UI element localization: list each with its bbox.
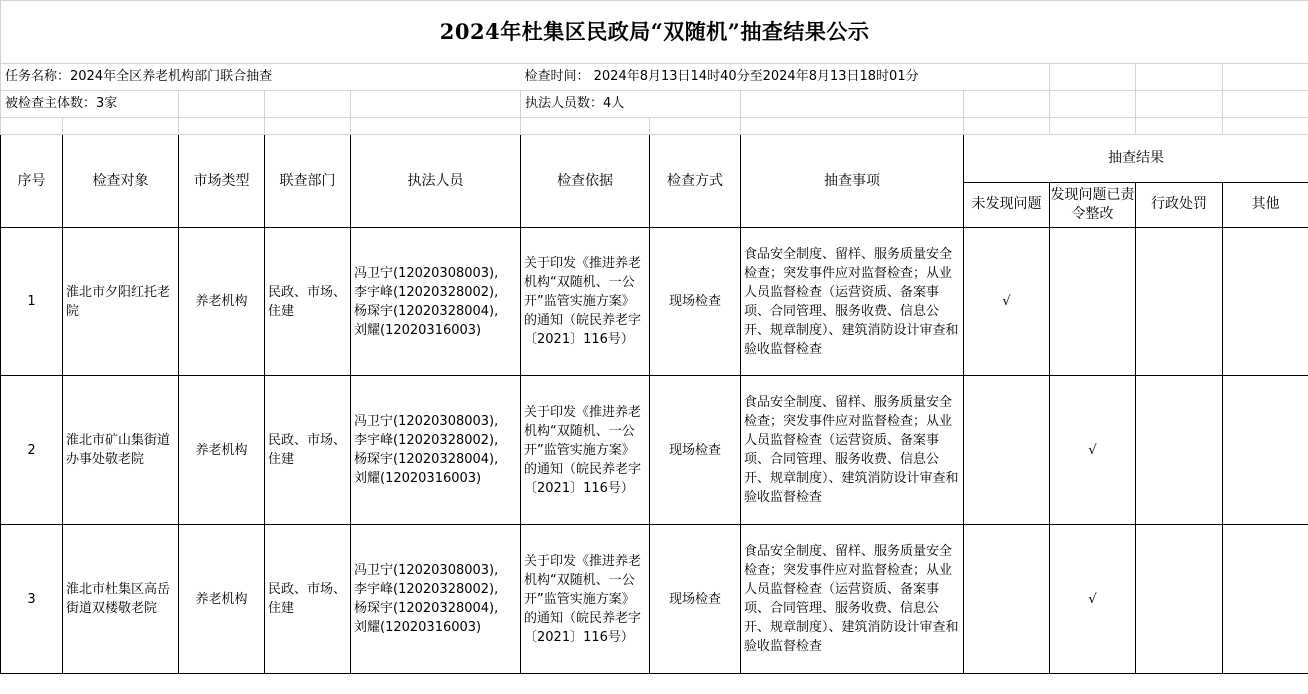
row-market: 养老机构 [179,376,265,525]
row-method: 现场检查 [650,228,741,376]
row-result-rectified: √ [1050,525,1136,674]
row-market: 养老机构 [179,525,265,674]
page-title: 2024年杜集区民政局“双随机”抽查结果公示 [1,1,1308,64]
header-dept: 联查部门 [265,135,351,228]
row-target: 淮北市杜集区高岳街道双楼敬老院 [63,525,179,674]
row-basis: 关于印发《推进养老机构“双随机、一公开”监管实施方案》的通知（皖民养老字〔2021〕116号） [521,525,650,674]
row-market: 养老机构 [179,228,265,376]
row-target: 淮北市矿山集街道办事处敬老院 [63,376,179,525]
row-result-other [1223,376,1308,525]
table-row [1,376,1308,525]
row-items: 食品安全制度、留样、服务质量安全检查；突发事件应对监督检查；从业人员监督检查（运营资质、备案事项、合同管理、服务收费、信息公开、规章制度）、建筑消防设计审查和验收监督检查 [741,228,964,376]
row-dept: 民政、市场、住建 [265,525,351,674]
row-result-no-issue [964,376,1050,525]
header-no-issue: 未发现问题 [964,182,1050,228]
row-staff: 冯卫宁(12020308003), 李宇峰(12020328002), 杨琛宇(12020328004), 刘耀(12020316003) [351,376,521,525]
row-seq: 1 [1,228,63,376]
row-result-other [1223,525,1308,674]
row-basis: 关于印发《推进养老机构“双随机、一公开”监管实施方案》的通知（皖民养老字〔2021〕116号） [521,228,650,376]
row-result-rectified: √ [1050,376,1136,525]
row-result-rectified [1050,228,1136,376]
officer-count: 执法人员数：4人 [521,91,741,118]
header-staff: 执法人员 [351,135,521,228]
header-rectified: 发现问题已责令整改 [1050,182,1136,228]
row-result-other [1223,228,1308,376]
row-result-penalty [1136,525,1223,674]
header-basis: 检查依据 [521,135,650,228]
header-other: 其他 [1223,182,1308,228]
row-items: 食品安全制度、留样、服务质量安全检查；突发事件应对监督检查；从业人员监督检查（运营资质、备案事项、合同管理、服务收费、信息公开、规章制度）、建筑消防设计审查和验收监督检查 [741,376,964,525]
row-seq: 2 [1,376,63,525]
row-method: 现场检查 [650,525,741,674]
row-dept: 民政、市场、住建 [265,376,351,525]
header-penalty: 行政处罚 [1136,182,1223,228]
row-basis: 关于印发《推进养老机构“双随机、一公开”监管实施方案》的通知（皖民养老字〔2021〕116号） [521,376,650,525]
row-method: 现场检查 [650,376,741,525]
row-result-no-issue [964,525,1050,674]
table-row [1,525,1308,674]
row-dept: 民政、市场、住建 [265,228,351,376]
row-seq: 3 [1,525,63,674]
header-result: 抽查结果 [964,135,1308,183]
row-result-penalty [1136,376,1223,525]
row-target: 淮北市夕阳红托老院 [63,228,179,376]
row-staff: 冯卫宁(12020308003), 李宇峰(12020328002), 杨琛宇(12020328004), 刘耀(12020316003) [351,228,521,376]
header-seq: 序号 [1,135,63,228]
row-result-penalty [1136,228,1223,376]
header-items: 抽查事项 [741,135,964,228]
inspection-time: 检查时间： 2024年8月13日14时40分至2024年8月13日18时01分 [521,64,1050,91]
header-target: 检查对象 [63,135,179,228]
row-items: 食品安全制度、留样、服务质量安全检查；突发事件应对监督检查；从业人员监督检查（运营资质、备案事项、合同管理、服务收费、信息公开、规章制度）、建筑消防设计审查和验收监督检查 [741,525,964,674]
header-method: 检查方式 [650,135,741,228]
task-name: 任务名称：2024年全区养老机构部门联合抽查 [1,64,521,91]
row-staff: 冯卫宁(12020308003), 李宇峰(12020328002), 杨琛宇(12020328004), 刘耀(12020316003) [351,525,521,674]
header-market: 市场类型 [179,135,265,228]
subject-count: 被检查主体数：3家 [1,91,179,118]
table-row [1,228,1308,376]
row-result-no-issue: √ [964,228,1050,376]
